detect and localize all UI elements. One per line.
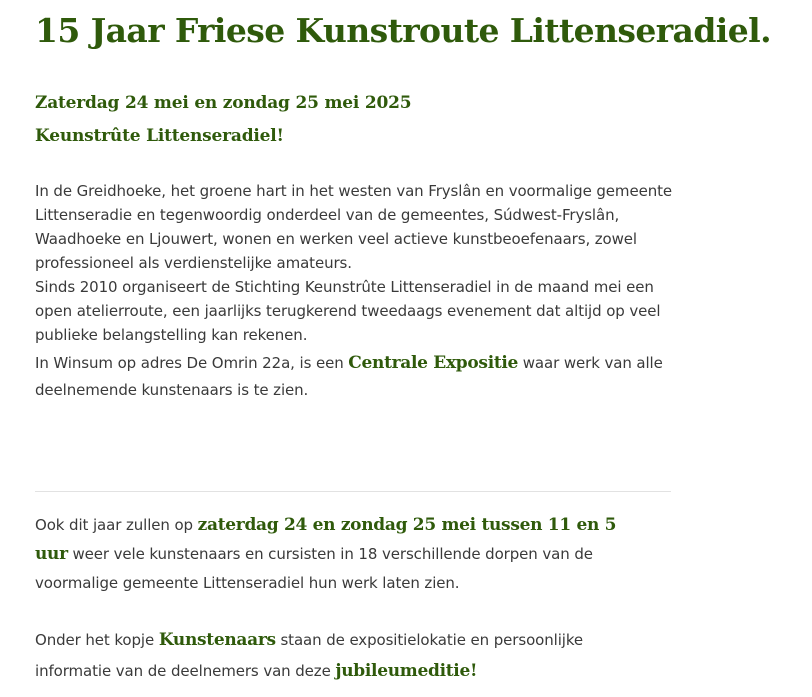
event-info-text: weer vele kunstenaars en cursisten in 18 verschillende dorpen van de [67,545,593,563]
artists-text: informatie van de deelnemers van deze [35,662,336,680]
page-title: 15 Jaar Friese Kunstroute Littenseradiel. [35,11,771,50]
section-divider [35,491,671,492]
exhibition-text: waar werk van alle [518,354,663,372]
event-info-text: voormalige gemeente Littenseradiel hun werk laten zien. [35,574,460,592]
event-info-text: Ook dit jaar zullen op [35,516,198,534]
jubilee-highlight: jubileumeditie! [335,661,478,681]
artists-text: staan de expositielokatie en persoonlijke [275,631,584,649]
event-dates-highlight: zaterdag 24 en zondag 25 mei tussen 11 en 5 [197,515,617,535]
artists-highlight: Kunstenaars [158,630,276,650]
exhibition-paragraph [35,350,685,404]
intro-line: In de Greidhoeke, het groene hart in het westen van Fryslân en voormalige gemeente [35,182,673,200]
intro-line: publieke belangstelling kan rekenen. [35,326,308,344]
event-dates-heading: Zaterdag 24 mei en zondag 25 mei 2025 [35,93,412,113]
event-hours-highlight: uur [35,544,68,564]
exhibition-text: In Winsum op adres De Omrin 22a, is een [35,354,349,372]
intro-line: professioneel als verdienstelijke amateurs. [35,254,352,272]
intro-line: Waadhoeke en Ljouwert, wonen en werken veel actieve kunstbeoefenaars, zowel [35,230,637,248]
route-name-heading: Keunstrûte Littenseradiel! [35,126,284,146]
intro-line: open atelierroute, een jaarlijks terugkerend tweedaags evenement dat altijd op veel [35,302,661,320]
exhibition-text: deelnemende kunstenaars is te zien. [35,381,309,399]
central-exhibition-highlight: Centrale Expositie [348,353,519,373]
intro-line: Littenseradie en tegenwoordig onderdeel van de gemeentes, Súdwest-Fryslân, [35,206,620,224]
intro-paragraph [35,179,685,347]
artists-paragraph [35,625,685,687]
event-info-paragraph [35,511,685,598]
artists-text: Onder het kopje [35,631,159,649]
intro-line: Sinds 2010 organiseert de Stichting Keunstrûte Littenseradiel in de maand mei een [35,278,654,296]
